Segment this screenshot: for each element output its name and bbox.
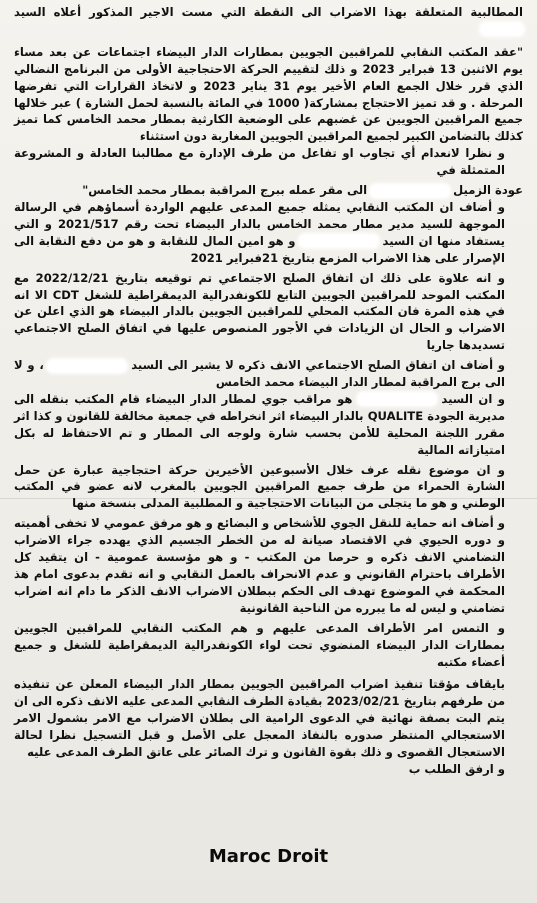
- redaction-box: [300, 235, 378, 247]
- paragraph-5: [14, 199, 523, 267]
- redaction-box: [48, 360, 126, 372]
- paragraph-1: [14, 4, 523, 38]
- paragraph-4-text-a: عودة الزميل: [453, 183, 523, 198]
- paragraph-7-text-a: و أضاف ان اتفاق الصلح الاجتماعي الانف ذكره لا يشير الى السيد: [131, 358, 505, 373]
- redaction-box: [358, 393, 436, 405]
- redaction-box: [371, 185, 449, 197]
- paragraph-2-quote: "عقد المكتب النقابي للمراقبين الجويين بمطارات الدار البيضاء اجتماعات عن بعد مساء يوم الاثنين 13 فبراير 2023 و ذلك لتقييم الحركة الاحتجاجية الأولى من البرنامج النضالي الذي قرر خلال الجمع العام الأخير يوم 31 يناير 2023 و لاتخاذ القرارات التي تفرضها المرحلة . و قد تميز الاحتجاج بمشاركة( 1000 في المائة بالنسبة لحمل الشارة ) عبر خلالها جميع المراقبين الجويين عن غضبهم على الوضعية الكارثية بمطار محمد الخامس كما تميز كذلك بالتضامن الكبير لجميع المراقبين الجويين المغاربة دون استثناء: [14, 44, 523, 144]
- paragraph-6: و انه علاوة على ذلك ان اتفاق الصلح الاجتماعي تم توقيعه بتاريخ 2022/12/21 مع المكتب الموحد للمراقبين الجويين التابع للكونفدرالية الديمقراطية للشغل CDT الا انه في هذه المرة فان المكتب المحلي للمراقبين الجويين بالدار البيضاء هو الذي اعلن عن الاضراب و الحال ان الزيادات في الأجور المنصوص عليها في اتفاق الصلح الاجتماعي تسديدها جاريا: [14, 270, 505, 353]
- paragraph-12: بايقاف مؤقتا تنفيذ اضراب المراقبين الجويين بمطار الدار البيضاء المعلن عن تنفيذه من طرفهم بتاريخ 2023/02/21 بقيادة الطرف النقابي المدعى عليه الانف ذكره الى ان يتم البت بصفة نهائية في الدعوى الرامية الى بطلان الاضراب مع الامر بشمول الامر الاستعجالي المنتظر صدوره بالنفاذ المعجل على الأصل و قبل التسجيل نظرا لحالة الاستعجال القصوى و ذلك بقوة القانون و ترك الصائر على عاتق الطرف المدعى عليه: [14, 677, 505, 760]
- paragraph-8-text-d: بالدار البيضاء اثر انخراطه في جمعية مخالفة للقانون و كذا اثر مقرر اللجنة المحلية للأمن بحسب شارة ولوجه الى المطار و تم الاحتفاظ له بكل امتيازاته المالية: [14, 408, 505, 457]
- document-body: [14, 4, 523, 778]
- paragraph-5-text-b: و هو امين المال للنقابة و هو من دفع النقابة الى الإصرار على هذا الاضراب المزمع بتاريخ 21فبراير 2021: [14, 233, 505, 265]
- paragraph-8-quality-term: QUALITE: [367, 408, 424, 423]
- paragraph-8-text-a: و ان السيد: [441, 391, 505, 406]
- paragraph-7: [14, 357, 523, 391]
- paragraph-9: و ان موضوع نقله عرف خلال الأسبوعين الأخيرين حركة احتجاجية عبارة عن حمل الشارة الحمراء من طرف جميع المراقبين الجويين بالمغرب لانه عضو في المكتب الوطني و هو ما يتجلى من البيانات الاحتجاجية و المطلبية المدلى بنسخة منها: [14, 462, 505, 511]
- paragraph-13: و ارفق الطلب ب: [408, 761, 505, 776]
- paper-fold-line: [0, 498, 537, 499]
- paragraph-5-text-a: و أضاف ان المكتب النقابي يمثله جميع المدعى عليهم الواردة أسماؤهم في الرسالة الموجهة للسيد مدير مطار محمد الخامس بالدار البيضاء تحت رقم 2021/517 و التي يستفاد منها ان السيد: [14, 199, 505, 248]
- paragraph-4-text-b: الى مقر عمله ببرج المراقبة بمطار محمد الخامس": [82, 183, 368, 198]
- paragraph-3: و نظرا لانعدام أي تجاوب او تفاعل من طرف الإدارة مع مطالبنا العادلة و المشروعة المتمثلة في: [14, 146, 505, 178]
- paragraph-4: [14, 182, 523, 199]
- watermark-label: Maroc Droit: [208, 846, 329, 867]
- paragraph-7-text-b: ، و لا الى برج المراقبة لمطار الدار البيضاء محمد الخامس: [14, 358, 505, 390]
- paragraph-11: و التمس امر الأطراف المدعى عليهم و هم المكتب النقابي للمراقبين الجويين بمطارات الدار البيضاء المنضوي تحت لواء الكونفدرالية الديمقراطية للشغل و جميع أعضاء مكتبه: [14, 620, 505, 669]
- paragraph-8-text-b: هو مراقب جوي لمطار الدار البيضاء قام المكتب بنقله الى مديرية الجودة: [14, 391, 505, 423]
- paragraph-1-text: المطالبية المتعلقة بهذا الاضراب الى النقطة التي مست الاجير المذكور أعلاه السيد: [14, 5, 523, 19]
- paragraph-8: [14, 391, 523, 459]
- redaction-box: [481, 23, 523, 35]
- paragraph-10: و أضاف انه حماية للنقل الجوي للأشخاص و البضائع و هو مرفق عمومي لا تخفى أهميته و دوره الحيوي في الاقتصاد صيانة له من الخطر الجسيم الذي يهدده جراء الاضراب التضامني الانف ذكره و حرصا من المكتب - و هو مؤسسة عمومية - ان يتقيد كل الأطراف باحترام القانوني و عدم الانحراف بالعمل النقابي و انه تقدم بدعوى امام هذ المحكمة في الموضوع تهدف الى الحكم ببطلان الاضراب الانف الذكر ما دام انه اضراب تضامني و ليس له ما يبرره من الناحية القانونية: [14, 516, 505, 615]
